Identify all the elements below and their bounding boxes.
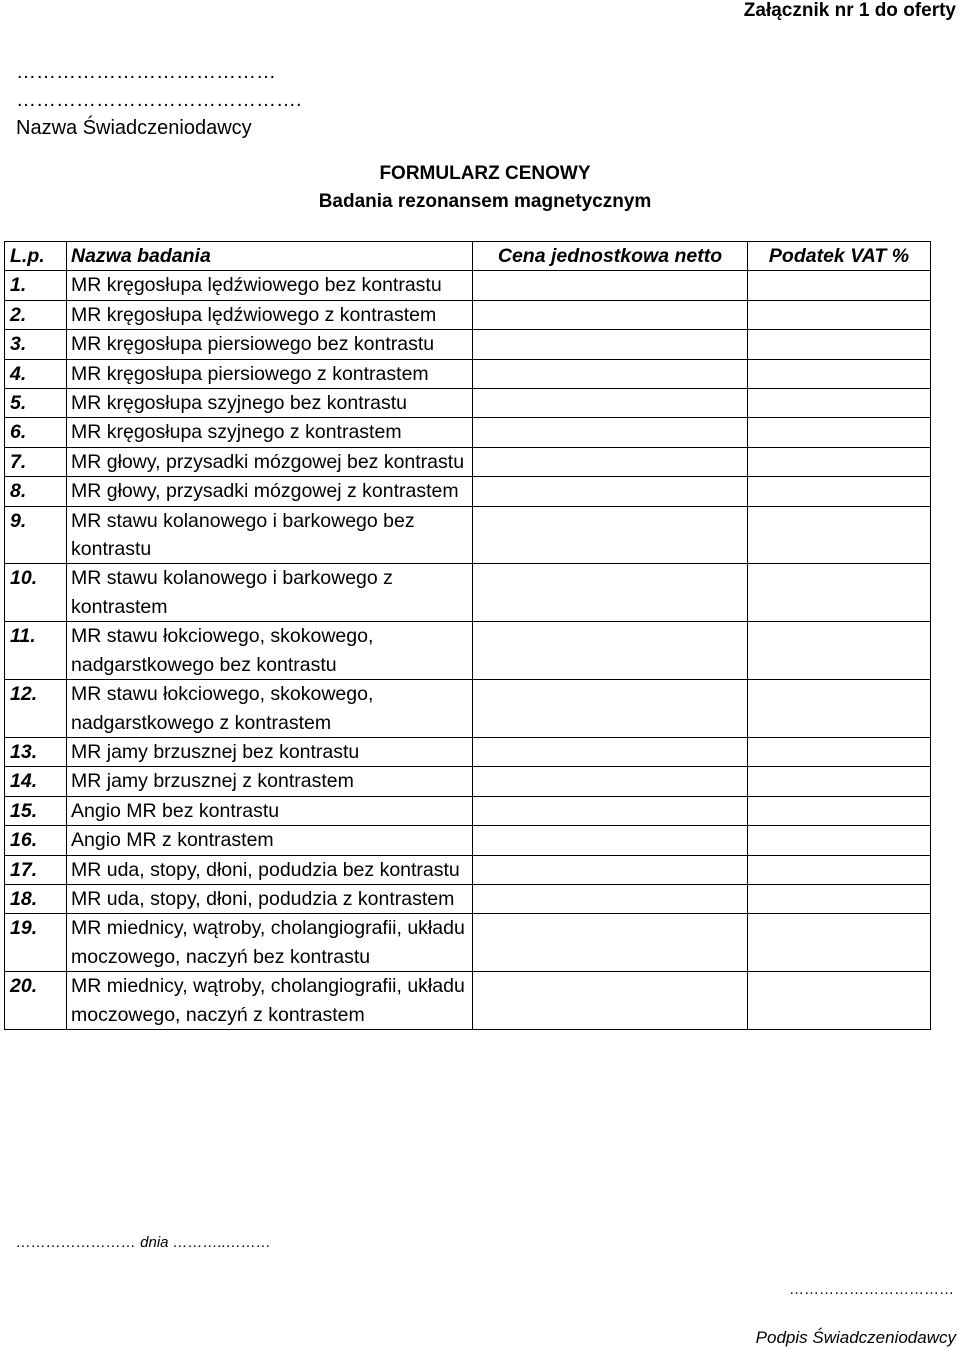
header-price: Cena jednostkowa netto (473, 242, 748, 271)
table-header-row (5, 242, 931, 271)
table-row (5, 737, 931, 766)
table-row (5, 767, 931, 796)
row-price-cell[interactable] (473, 330, 748, 359)
date-line: …………………… dnia ………..……… (16, 1234, 272, 1251)
header-name: Nazwa badania (67, 242, 473, 271)
row-exam-name: MR stawu łokciowego, skokowego, nadgarstkowego z kontrastem (67, 680, 473, 738)
row-vat-cell[interactable] (748, 418, 931, 447)
table-row (5, 914, 931, 972)
table-row (5, 330, 931, 359)
row-number: 17. (5, 855, 67, 884)
row-vat-cell[interactable] (748, 564, 931, 622)
row-exam-name: MR kręgosłupa szyjnego bez kontrastu (67, 389, 473, 418)
row-exam-name: MR głowy, przysadki mózgowej bez kontrastu (67, 447, 473, 476)
row-number: 18. (5, 884, 67, 913)
row-vat-cell[interactable] (748, 737, 931, 766)
row-vat-cell[interactable] (748, 300, 931, 329)
row-price-cell[interactable] (473, 359, 748, 388)
row-number: 10. (5, 564, 67, 622)
form-title: FORMULARZ CENOWY (379, 163, 591, 184)
provider-block (16, 58, 302, 142)
row-exam-name: Angio MR z kontrastem (67, 826, 473, 855)
row-price-cell[interactable] (473, 506, 748, 564)
row-price-cell[interactable] (473, 622, 748, 680)
row-exam-name: MR stawu kolanowego i barkowego z kontrastem (67, 564, 473, 622)
row-price-cell[interactable] (473, 767, 748, 796)
row-exam-name: MR głowy, przysadki mózgowej z kontrastem (67, 477, 473, 506)
table-row (5, 477, 931, 506)
row-number: 5. (5, 389, 67, 418)
table-row (5, 855, 931, 884)
row-price-cell[interactable] (473, 884, 748, 913)
row-number: 2. (5, 300, 67, 329)
row-vat-cell[interactable] (748, 330, 931, 359)
row-exam-name: MR stawu łokciowego, skokowego, nadgarstkowego bez kontrastu (67, 622, 473, 680)
row-vat-cell[interactable] (748, 855, 931, 884)
row-price-cell[interactable] (473, 271, 748, 300)
table-row (5, 300, 931, 329)
price-table (4, 241, 931, 1030)
row-number: 16. (5, 826, 67, 855)
row-vat-cell[interactable] (748, 271, 931, 300)
row-number: 13. (5, 737, 67, 766)
table-row (5, 796, 931, 825)
row-price-cell[interactable] (473, 914, 748, 972)
row-number: 11. (5, 622, 67, 680)
table-row (5, 564, 931, 622)
row-vat-cell[interactable] (748, 914, 931, 972)
row-exam-name: MR kręgosłupa lędźwiowego z kontrastem (67, 300, 473, 329)
table-row (5, 884, 931, 913)
row-price-cell[interactable] (473, 447, 748, 476)
header-vat: Podatek VAT % (748, 242, 931, 271)
row-number: 6. (5, 418, 67, 447)
row-exam-name: MR jamy brzusznej bez kontrastu (67, 737, 473, 766)
row-vat-cell[interactable] (748, 359, 931, 388)
row-exam-name: Angio MR bez kontrastu (67, 796, 473, 825)
row-vat-cell[interactable] (748, 796, 931, 825)
row-vat-cell[interactable] (748, 826, 931, 855)
row-vat-cell[interactable] (748, 884, 931, 913)
form-heading (0, 160, 960, 216)
row-exam-name: MR jamy brzusznej z kontrastem (67, 767, 473, 796)
row-price-cell[interactable] (473, 737, 748, 766)
table-row (5, 826, 931, 855)
table-row (5, 418, 931, 447)
row-number: 8. (5, 477, 67, 506)
row-price-cell[interactable] (473, 680, 748, 738)
row-price-cell[interactable] (473, 389, 748, 418)
row-price-cell[interactable] (473, 300, 748, 329)
row-vat-cell[interactable] (748, 477, 931, 506)
table-row (5, 506, 931, 564)
row-vat-cell[interactable] (748, 506, 931, 564)
row-vat-cell[interactable] (748, 622, 931, 680)
row-vat-cell[interactable] (748, 972, 931, 1030)
signature-dots: …………………………… (789, 1281, 954, 1298)
row-price-cell[interactable] (473, 418, 748, 447)
header-lp: L.p. (5, 242, 67, 271)
row-exam-name: MR miednicy, wątroby, cholangiografii, układu moczowego, naczyń bez kontrastu (67, 914, 473, 972)
provider-name-label: Nazwa Świadczeniodawcy (16, 117, 252, 139)
row-vat-cell[interactable] (748, 680, 931, 738)
provider-dots-line-2: ……………………………………. (16, 89, 302, 111)
row-price-cell[interactable] (473, 477, 748, 506)
row-number: 1. (5, 271, 67, 300)
row-vat-cell[interactable] (748, 389, 931, 418)
row-vat-cell[interactable] (748, 447, 931, 476)
row-price-cell[interactable] (473, 564, 748, 622)
table-row (5, 271, 931, 300)
row-price-cell[interactable] (473, 796, 748, 825)
row-number: 9. (5, 506, 67, 564)
row-exam-name: MR uda, stopy, dłoni, podudzia bez kontrastu (67, 855, 473, 884)
row-exam-name: MR kręgosłupa szyjnego z kontrastem (67, 418, 473, 447)
signature-label: Podpis Świadczeniodawcy (755, 1328, 956, 1347)
attachment-label: Załącznik nr 1 do oferty (743, 0, 956, 21)
form-subtitle: Badania rezonansem magnetycznym (318, 191, 652, 212)
row-price-cell[interactable] (473, 972, 748, 1030)
provider-dots-line-1: ………………………………… (16, 61, 276, 83)
table-row (5, 972, 931, 1030)
table-row (5, 447, 931, 476)
row-exam-name: MR miednicy, wątroby, cholangiografii, układu moczowego, naczyń z kontrastem (67, 972, 473, 1030)
row-price-cell[interactable] (473, 855, 748, 884)
table-row (5, 389, 931, 418)
row-number: 20. (5, 972, 67, 1030)
row-number: 19. (5, 914, 67, 972)
table-row (5, 622, 931, 680)
row-number: 7. (5, 447, 67, 476)
row-number: 12. (5, 680, 67, 738)
row-exam-name: MR kręgosłupa lędźwiowego bez kontrastu (67, 271, 473, 300)
row-number: 3. (5, 330, 67, 359)
row-price-cell[interactable] (473, 826, 748, 855)
row-number: 14. (5, 767, 67, 796)
row-number: 15. (5, 796, 67, 825)
row-exam-name: MR kręgosłupa piersiowego z kontrastem (67, 359, 473, 388)
row-exam-name: MR kręgosłupa piersiowego bez kontrastu (67, 330, 473, 359)
row-exam-name: MR uda, stopy, dłoni, podudzia z kontrastem (67, 884, 473, 913)
row-number: 4. (5, 359, 67, 388)
row-vat-cell[interactable] (748, 767, 931, 796)
table-row (5, 680, 931, 738)
table-row (5, 359, 931, 388)
row-exam-name: MR stawu kolanowego i barkowego bez kontrastu (67, 506, 473, 564)
